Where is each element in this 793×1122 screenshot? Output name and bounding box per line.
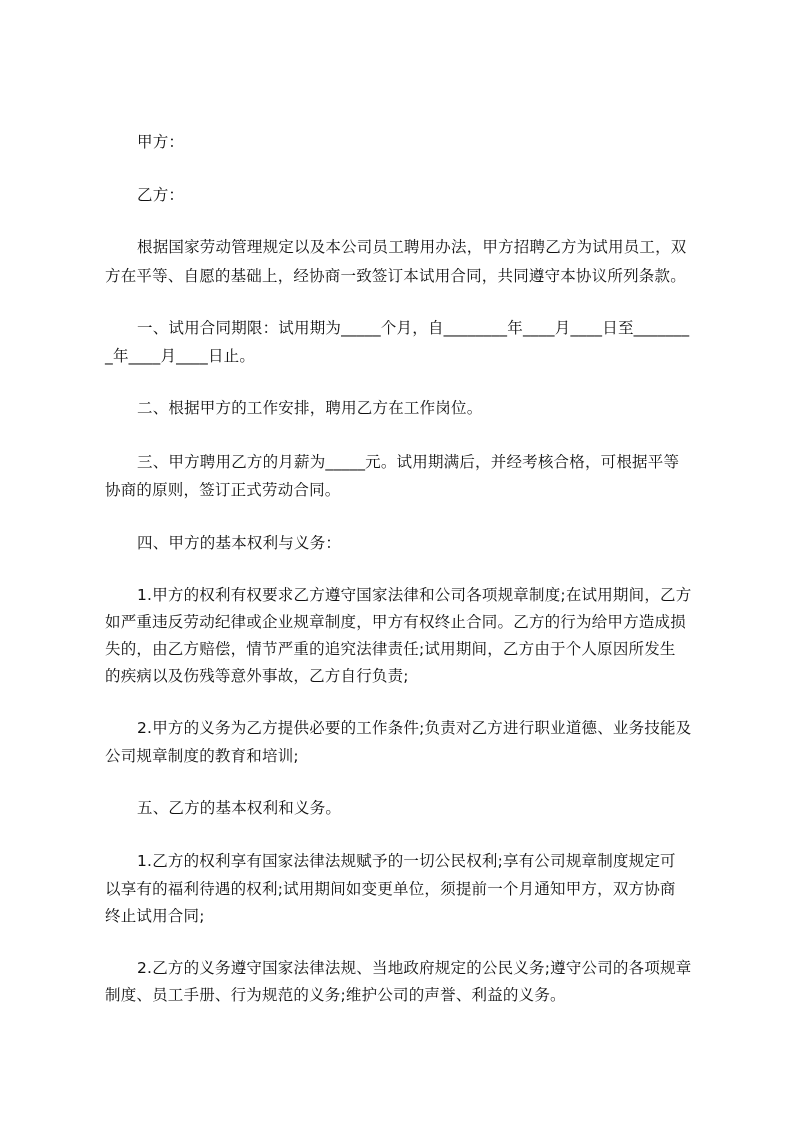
clause4-item2-line-1: 2.甲方的义务为乙方提供必要的工作条件;负责对乙方进行职业道德、业务技能及 <box>137 719 692 737</box>
clause1-line-1: 一、试用合同期限：试用期为_____个月，自________年____月____日至_______ <box>137 319 690 337</box>
clause5-item2-line-2: 制度、员工手册、行为规范的义务;维护公司的声誉、利益的义务。 <box>105 986 566 1004</box>
clause4-item1-line-4: 的疾病以及伤残等意外事故，乙方自行负责; <box>105 667 409 685</box>
clause3-line-1: 三、甲方聘用乙方的月薪为_____元。试用期满后，并经考核合格，可根据平等 <box>137 453 680 471</box>
clause1-line-2: _年____月____日止。 <box>105 347 256 365</box>
clause4-item1-line-3: 失的，由乙方赔偿，情节严重的追究法律责任;试用期间，乙方由于个人原因所发生 <box>105 640 676 658</box>
clause4-heading: 四、甲方的基本权利与义务： <box>137 534 342 552</box>
clause4-item1-line-2: 如严重违反劳动纪律或企业规章制度，甲方有权终止合同。乙方的行为给甲方造成损 <box>105 613 686 631</box>
party-a-label: 甲方： <box>137 133 185 151</box>
clause4-item1-line-1: 1.甲方的权利有权要求乙方遵守国家法律和公司各项规章制度;在试用期间，乙方 <box>137 586 692 604</box>
clause5-item1-line-1: 1.乙方的权利享有国家法律法规赋予的一切公民权利;享有公司规章制度规定可 <box>137 852 676 870</box>
intro-line-1: 根据国家劳动管理规定以及本公司员工聘用办法，甲方招聘乙方为试用员工，双 <box>137 238 687 256</box>
clause5-heading: 五、乙方的基本权利和义务。 <box>137 799 342 817</box>
clause5-item2-line-1: 2.乙方的义务遵守国家法律法规、当地政府规定的公民义务;遵守公司的各项规章 <box>137 959 692 977</box>
clause5-item1-line-3: 终止试用合同; <box>105 907 205 925</box>
clause5-item1-line-2: 以享有的福利待遇的权利;试用期间如变更单位，须提前一个月通知甲方，双方协商 <box>105 880 676 898</box>
clause2-line: 二、根据甲方的工作安排，聘用乙方在工作岗位。 <box>137 399 483 417</box>
clause3-line-2: 协商的原则，签订正式劳动合同。 <box>105 481 341 499</box>
party-b-label: 乙方： <box>137 186 185 204</box>
clause4-item2-line-2: 公司规章制度的教育和培训; <box>105 747 299 765</box>
intro-line-2: 方在平等、自愿的基础上，经协商一致签订本试用合同，共同遵守本协议所列条款。 <box>105 267 686 285</box>
